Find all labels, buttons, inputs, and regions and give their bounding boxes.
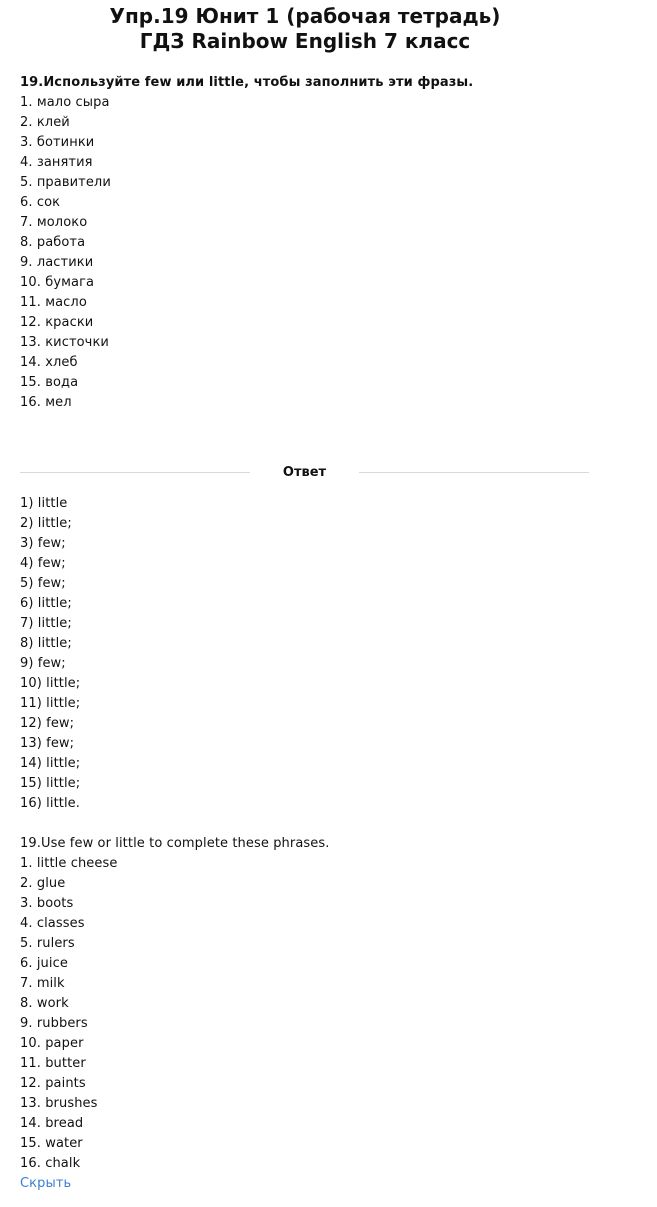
translation-block: [20, 834, 329, 1194]
task-item: 5. правители: [20, 175, 111, 190]
task-item: 4. занятия: [20, 155, 93, 170]
answer-item: 10) little;: [20, 676, 81, 691]
translation-item: 5. rulers: [20, 936, 75, 951]
answer-label: Ответ: [282, 465, 327, 480]
translation-heading: 19.Use few or little to complete these phrases.: [20, 836, 330, 851]
task-item: 3. ботинки: [20, 135, 95, 150]
answer-item: 5) few;: [20, 576, 66, 591]
answer-item: 15) little;: [20, 776, 81, 791]
task-item: 7. молоко: [20, 215, 88, 230]
translation-item: 11. butter: [20, 1056, 86, 1071]
answer-item: 14) little;: [20, 756, 81, 771]
answer-item: 2) little;: [20, 516, 72, 531]
translation-item: 12. paints: [20, 1076, 86, 1091]
translation-item: 10. paper: [20, 1036, 84, 1051]
page-title-line-2: ГДЗ Rainbow English 7 класс: [139, 29, 471, 53]
answer-item: 13) few;: [20, 736, 75, 751]
task-item: 1. мало сыра: [20, 95, 110, 110]
translation-item: 7. milk: [20, 976, 65, 991]
translation-item: 13. brushes: [20, 1096, 98, 1111]
hide-answer-link[interactable]: Скрыть: [20, 1176, 72, 1191]
translation-item: 1. little cheese: [20, 856, 118, 871]
task-item: 6. сок: [20, 195, 61, 210]
task-list: [20, 93, 473, 413]
answer-item: 11) little;: [20, 696, 81, 711]
answer-item: 8) little;: [20, 636, 72, 651]
answers-block: [20, 494, 80, 814]
translation-item: 4. classes: [20, 916, 85, 931]
answer-item: 6) little;: [20, 596, 72, 611]
answer-item: 1) little: [20, 496, 68, 511]
answer-divider: [20, 463, 590, 483]
answer-item: 3) few;: [20, 536, 66, 551]
translation-item: 8. work: [20, 996, 69, 1011]
page-title-line-1: Упр.19 Юнит 1 (рабочая тетрадь): [109, 4, 501, 28]
task-item: 13. кисточки: [20, 335, 109, 350]
divider-rule-right: [359, 472, 589, 473]
translation-item: 14. bread: [20, 1116, 84, 1131]
translation-item: 2. glue: [20, 876, 66, 891]
task-item: 15. вода: [20, 375, 79, 390]
divider-rule-left: [20, 472, 250, 473]
task-item: 11. масло: [20, 295, 87, 310]
translation-item: 16. chalk: [20, 1156, 81, 1171]
translation-item: 3. boots: [20, 896, 74, 911]
page-title: [0, 4, 610, 54]
task-item: 8. работа: [20, 235, 86, 250]
task-block: [20, 73, 473, 413]
answer-item: 16) little.: [20, 796, 81, 811]
task-item: 16. мел: [20, 395, 72, 410]
translation-item: 9. rubbers: [20, 1016, 88, 1031]
answer-item: 7) little;: [20, 616, 72, 631]
task-item: 2. клей: [20, 115, 70, 130]
task-item: 10. бумага: [20, 275, 95, 290]
task-item: 12. краски: [20, 315, 94, 330]
task-item: 9. ластики: [20, 255, 94, 270]
translation-item: 15. water: [20, 1136, 83, 1151]
translation-item: 6. juice: [20, 956, 68, 971]
answer-item: 9) few;: [20, 656, 66, 671]
task-item: 14. хлеб: [20, 355, 78, 370]
answer-item: 12) few;: [20, 716, 75, 731]
task-heading: 19.Используйте few или little, чтобы заполнить эти фразы.: [20, 75, 474, 90]
answer-item: 4) few;: [20, 556, 66, 571]
